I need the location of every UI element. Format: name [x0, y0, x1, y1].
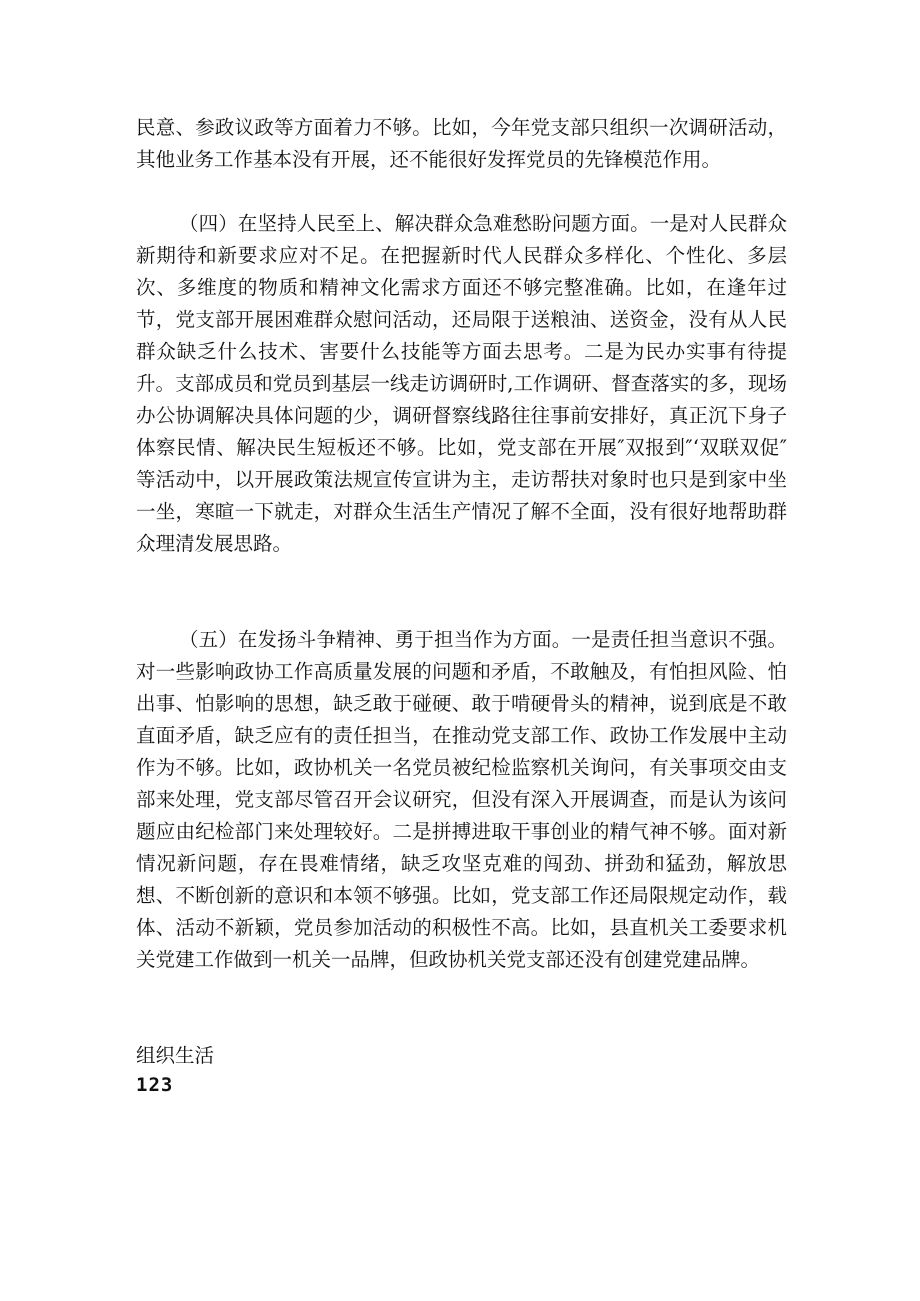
- section-label: 组织生活: [136, 1044, 215, 1067]
- paragraph-continuation: 民意、参政议政等方面着力不够。比如，今年党支部只组织一次调研活动，其他业务工作基本没有开展，还不能很好发挥党员的先锋模范作用。: [136, 116, 787, 171]
- page-number: 123: [136, 1074, 174, 1096]
- paragraph-section-five: （五）在发扬斗争精神、勇于担当作为方面。一是责任担当意识不强。对一些影响政协工作高质量发展的问题和矛盾，不敢触及，有怕担风险、怕出事、怕影响的思想，缺乏敢于碰硬、敢于啃硬骨头的精神，说到底是不敢直面矛盾，缺乏应有的责任担当，在推动党支部工作、政协工作发展中主动作为不够。比如，政协机关一名党员被纪检监察机关询问，有关事项交由支部来处理，党支部尽管召开会议研究，但没有深入开展调查，而是认为该问题应由纪检部门来处理较好。二是拼搏进取干事创业的精气神不够。面对新情况新问题，存在畏难情绪，缺乏攻坚克难的闯劲、拼劲和猛劲，解放思想、不断创新的意识和本领不够强。比如，党支部工作还局限规定动作，载体、活动不新颖，党员参加活动的积极性不高。比如，县直机关工委要求机关党建工作做到一机关一品牌，但政协机关党支部还没有创建党建品牌。: [136, 628, 787, 971]
- paragraph-section-four: （四）在坚持人民至上、解决群众急难愁盼问题方面。一是对人民群众新期待和新要求应对不足。在把握新时代人民群众多样化、个性化、多层次、多维度的物质和精神文化需求方面还不够完整准确。比如，在逢年过节，党支部开展困难群众慰问活动，还局限于送粮油、送资金，没有从人民群众缺乏什么技术、害要什么技能等方面去思考。二是为民办实事有待提升。支部成员和党员到基层一线走访调研时,工作调研、督查落实的多，现场办公协调解决具体问题的少，调研督察线路往往事前安排好，真正沉下身子体察民情、解决民生短板还不够。比如，党支部在开展″双报到″‘双联双促″等活动中，以开展政策法规宣传宣讲为主，走访帮扶对象时也只是到家中坐一坐，寒暄一下就走，对群众生活生产情况了解不全面，没有很好地帮助群众理清发展思路。: [136, 212, 787, 555]
